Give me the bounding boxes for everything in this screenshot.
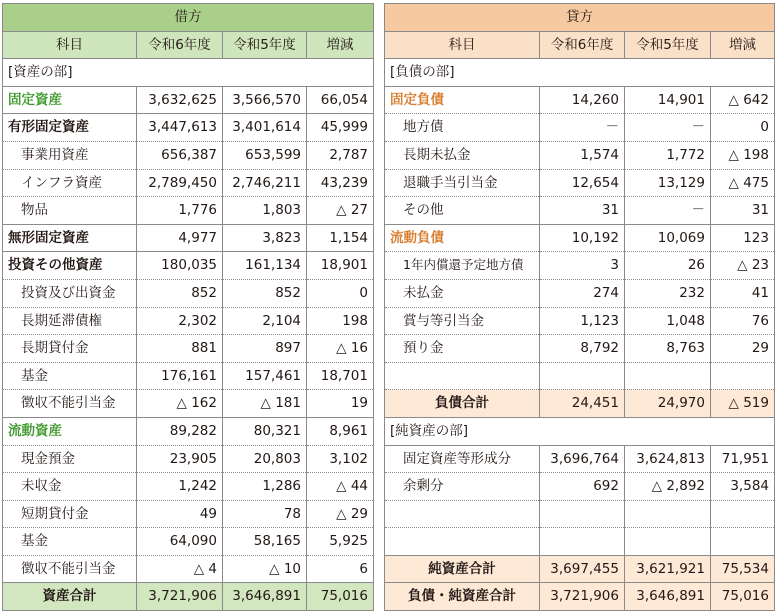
row-label: 長期延滞債権 [3,307,137,335]
row-value-r5: 1,772 [625,141,711,169]
credit-header-subject: 科目 [385,31,540,59]
table-row [385,86,775,114]
debit-total-label: 資産合計 [3,583,137,611]
grand-total-label: 負債・純資産合計 [385,583,540,611]
row-value-r6: 12,654 [540,169,625,197]
row-value-r6: 31 [540,197,625,225]
row-value-r6: 1,776 [137,197,223,225]
row-label: 物品 [3,197,137,225]
row-value-r6: 881 [137,335,223,363]
row-value-diff: 71,951 [711,445,775,473]
row-label: 基金 [3,528,137,556]
table-row [3,417,374,445]
row-value-diff: 8,961 [307,417,374,445]
row-label: 固定資産 [3,86,137,114]
table-row [3,473,374,501]
row-value-diff: △ 198 [711,141,775,169]
row-value-r6: 3,696,764 [540,445,625,473]
row-value-r5: 26 [625,252,711,280]
table-row [3,390,374,418]
row-label: 投資及び出資金 [3,279,137,307]
table-row [3,445,374,473]
debit-header-r6: 令和6年度 [137,31,223,59]
table-row [3,307,374,335]
credit-header-diff: 増減 [711,31,775,59]
row-value-r6: 176,161 [137,362,223,390]
empty-cell [625,362,711,390]
row-value-r5: 2,104 [223,307,307,335]
net-total-label: 純資産合計 [385,555,540,583]
row-value-r5: 157,461 [223,362,307,390]
row-label: 無形固定資産 [3,224,137,252]
row-value-r5: 897 [223,335,307,363]
liab-total-r6: 24,451 [540,390,625,418]
row-value-r5: 2,746,211 [223,169,307,197]
row-label: 退職手当引当金 [385,169,540,197]
row-value-r5: 1,803 [223,197,307,225]
row-value-r6: 8,792 [540,335,625,363]
debit-total-r5: 3,646,891 [223,583,307,611]
table-row [385,224,775,252]
row-value-r6: △ 162 [137,390,223,418]
debit-header-r5: 令和5年度 [223,31,307,59]
liab-total-r5: 24,970 [625,390,711,418]
row-value-r6: △ 4 [137,555,223,583]
row-value-r5: △ 10 [223,555,307,583]
liab-total-label: 負債合計 [385,390,540,418]
row-label: インフラ資産 [3,169,137,197]
row-value-r5: 1,048 [625,307,711,335]
row-value-diff: 6 [307,555,374,583]
empty-cell [385,362,540,390]
row-value-diff: 0 [307,279,374,307]
row-value-diff: △ 29 [307,500,374,528]
row-value-r5: △ 181 [223,390,307,418]
debit-section-label: [資産の部] [3,59,374,87]
row-value-r5: 3,401,614 [223,114,307,142]
empty-cell [540,362,625,390]
table-row [385,197,775,225]
row-value-r5: － [625,114,711,142]
row-label: 基金 [3,362,137,390]
row-value-diff: △ 44 [307,473,374,501]
row-value-diff: 18,701 [307,362,374,390]
row-value-diff: 5,925 [307,528,374,556]
row-value-diff: 0 [711,114,775,142]
row-value-diff: 31 [711,197,775,225]
row-value-r5: 161,134 [223,252,307,280]
row-value-r5: － [625,197,711,225]
debit-total-diff: 75,016 [307,583,374,611]
row-label: 未収金 [3,473,137,501]
empty-cell [385,528,540,556]
row-label: 固定資産等形成分 [385,445,540,473]
row-value-r6: 274 [540,279,625,307]
row-value-diff: △ 23 [711,252,775,280]
empty-cell [711,500,775,528]
row-value-r6: 656,387 [137,141,223,169]
row-label: 固定負債 [385,86,540,114]
row-label: 長期貸付金 [3,335,137,363]
table-row [385,445,775,473]
table-row [3,362,374,390]
row-label: 預り金 [385,335,540,363]
row-value-r6: 3,632,625 [137,86,223,114]
empty-cell [540,528,625,556]
table-row [3,114,374,142]
net-total-r6: 3,697,455 [540,555,625,583]
row-value-r5: 852 [223,279,307,307]
empty-cell [540,500,625,528]
row-label: 事業用資産 [3,141,137,169]
empty-cell [711,528,775,556]
row-label: 余剰分 [385,473,540,501]
row-value-r6: 49 [137,500,223,528]
row-value-r6: 4,977 [137,224,223,252]
row-value-r5: 232 [625,279,711,307]
row-value-r6: 23,905 [137,445,223,473]
table-row [3,335,374,363]
row-value-r5: 20,803 [223,445,307,473]
row-label: 現金預金 [3,445,137,473]
row-label: 地方債 [385,114,540,142]
row-value-r6: 2,302 [137,307,223,335]
net-total-diff: 75,534 [711,555,775,583]
grand-total-diff: 75,016 [711,583,775,611]
credit-header-r6: 令和6年度 [540,31,625,59]
grand-total-r6: 3,721,906 [540,583,625,611]
row-value-diff: 45,999 [307,114,374,142]
debit-title: 借方 [3,4,374,32]
table-row [3,197,374,225]
debit-header-diff: 増減 [307,31,374,59]
row-value-r5: 3,823 [223,224,307,252]
row-value-r5: 1,286 [223,473,307,501]
row-label: 有形固定資産 [3,114,137,142]
row-value-r5: 14,901 [625,86,711,114]
row-value-r5: 80,321 [223,417,307,445]
row-value-diff: 41 [711,279,775,307]
credit-header-r5: 令和5年度 [625,31,711,59]
row-value-r5: 653,599 [223,141,307,169]
liab-total-diff: △ 519 [711,390,775,418]
empty-cell [711,362,775,390]
row-value-diff: △ 16 [307,335,374,363]
row-value-diff: 198 [307,307,374,335]
row-value-diff: 18,901 [307,252,374,280]
net-total-r5: 3,621,921 [625,555,711,583]
row-value-r5: 3,566,570 [223,86,307,114]
row-value-diff: 3,584 [711,473,775,501]
row-label: 投資その他資産 [3,252,137,280]
row-value-r5: △ 2,892 [625,473,711,501]
row-label: 流動負債 [385,224,540,252]
row-value-diff: 76 [711,307,775,335]
row-value-diff: 2,787 [307,141,374,169]
row-value-r5: 13,129 [625,169,711,197]
credit-section-label: [負債の部] [385,59,775,87]
credit-table [384,3,775,611]
row-value-diff: 29 [711,335,775,363]
row-value-r6: 89,282 [137,417,223,445]
row-value-r6: 2,789,450 [137,169,223,197]
row-value-r6: 10,192 [540,224,625,252]
row-value-diff: 19 [307,390,374,418]
row-value-diff: △ 27 [307,197,374,225]
row-value-r6: 852 [137,279,223,307]
table-row [385,141,775,169]
credit-section2-label: [純資産の部] [385,417,775,445]
row-value-diff: 123 [711,224,775,252]
table-row [3,528,374,556]
row-value-r5: 78 [223,500,307,528]
row-value-diff: 1,154 [307,224,374,252]
empty-cell [625,528,711,556]
credit-title: 貸方 [385,4,775,32]
table-row [385,279,775,307]
row-value-diff: 3,102 [307,445,374,473]
row-label: 流動資産 [3,417,137,445]
row-value-r6: 1,242 [137,473,223,501]
table-row [385,307,775,335]
row-value-diff: △ 642 [711,86,775,114]
table-row [3,224,374,252]
row-value-r6: － [540,114,625,142]
row-value-r5: 8,763 [625,335,711,363]
row-value-r6: 3,447,613 [137,114,223,142]
row-label: 1年内償還予定地方債 [385,252,540,280]
row-label: 短期貸付金 [3,500,137,528]
row-value-r5: 58,165 [223,528,307,556]
table-row [3,86,374,114]
row-value-diff: 66,054 [307,86,374,114]
table-row [385,335,775,363]
row-value-r6: 64,090 [137,528,223,556]
row-value-r6: 692 [540,473,625,501]
row-label: 賞与等引当金 [385,307,540,335]
row-value-r5: 3,624,813 [625,445,711,473]
debit-total-r6: 3,721,906 [137,583,223,611]
row-value-r6: 180,035 [137,252,223,280]
debit-table [2,3,374,611]
row-label: その他 [385,197,540,225]
grand-total-r5: 3,646,891 [625,583,711,611]
table-row [3,252,374,280]
empty-cell [385,500,540,528]
row-value-r6: 3 [540,252,625,280]
row-value-r6: 1,123 [540,307,625,335]
row-label: 徴収不能引当金 [3,555,137,583]
debit-header-subject: 科目 [3,31,137,59]
table-row [3,555,374,583]
row-value-diff: △ 475 [711,169,775,197]
table-row [3,169,374,197]
table-row [3,500,374,528]
row-label: 長期未払金 [385,141,540,169]
table-row [3,141,374,169]
row-label: 未払金 [385,279,540,307]
table-row [3,279,374,307]
row-value-r5: 10,069 [625,224,711,252]
table-row [385,114,775,142]
row-value-r6: 1,574 [540,141,625,169]
empty-cell [625,500,711,528]
row-value-r6: 14,260 [540,86,625,114]
table-row [385,473,775,501]
table-row [385,252,775,280]
table-row [385,169,775,197]
row-label: 徴収不能引当金 [3,390,137,418]
row-value-diff: 43,239 [307,169,374,197]
